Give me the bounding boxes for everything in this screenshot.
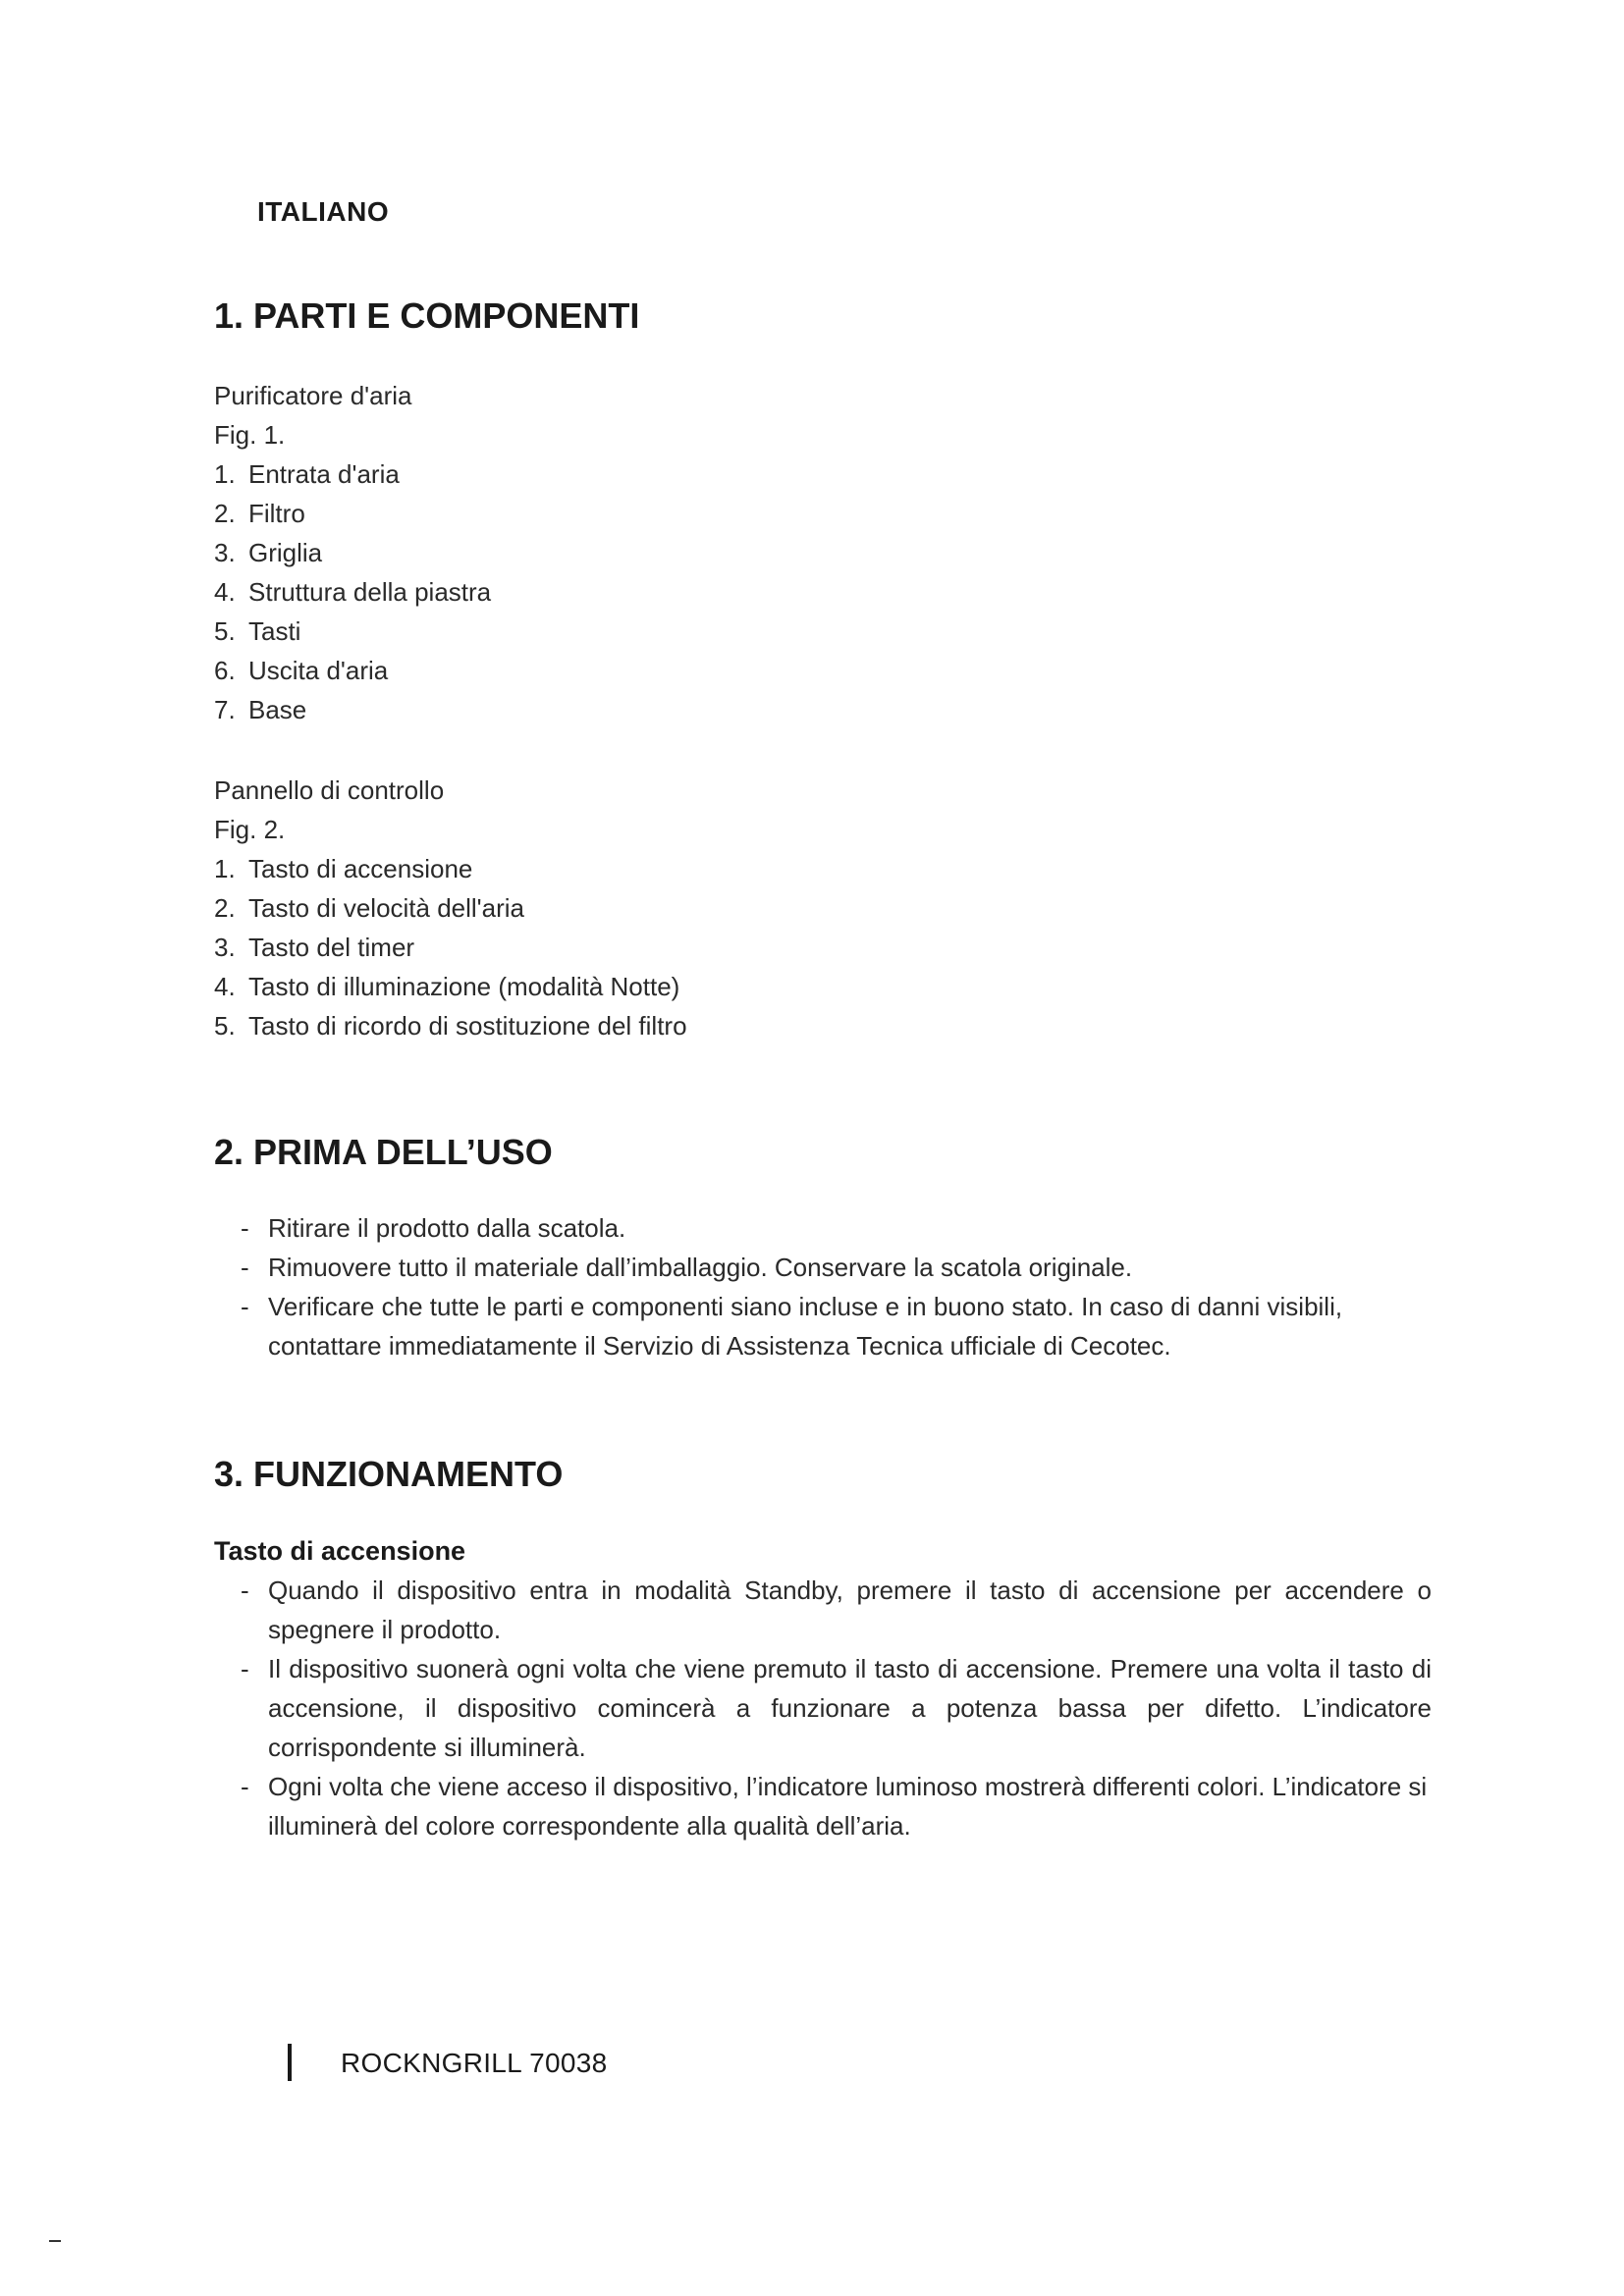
item-number: 3. [214, 538, 236, 567]
list-item [214, 928, 687, 967]
item-number: 5. [214, 1011, 236, 1041]
list-item [214, 494, 491, 533]
dash-bullet: - [241, 1213, 249, 1243]
item-text: Rimuovere tutto il materiale dall’imballaggio. Conservare la scatola originale. [268, 1253, 1133, 1282]
dash-bullet: - [241, 1654, 249, 1683]
item-text: Tasti [248, 616, 301, 646]
item-text: Tasto di velocità dell'aria [248, 893, 524, 923]
figure-ref: Fig. 2. [214, 815, 286, 844]
item-text: Ritirare il prodotto dalla scatola. [268, 1213, 626, 1243]
list-item [214, 1248, 1432, 1287]
list-item [214, 888, 687, 928]
power-button-subtitle: Tasto di accensione [214, 1536, 466, 1566]
operation-list [214, 1571, 1432, 1845]
list-item [214, 1649, 1432, 1767]
dash-bullet: - [241, 1575, 249, 1605]
item-number: 1. [214, 854, 236, 883]
item-text: Ogni volta che viene acceso il dispositivo, l’indicatore luminoso mostrerà differenti colori. L’indicatore si illuminerà del colore correspondente alla qualità dell’aria. [268, 1772, 1428, 1841]
dash-bullet: - [241, 1292, 249, 1321]
list-item [214, 572, 491, 612]
item-text: Uscita d'aria [248, 656, 389, 685]
section-3-title: 3. FUNZIONAMENTO [214, 1454, 564, 1494]
language-label: ITALIANO [257, 196, 390, 227]
item-number: 1. [214, 459, 236, 489]
item-text: Filtro [248, 499, 305, 528]
section-2-title: 2. PRIMA DELL’USO [214, 1132, 553, 1172]
page-corner-mark [49, 2240, 61, 2242]
parts-list-air-purifier [214, 376, 491, 729]
group-title: Pannello di controllo [214, 775, 445, 805]
item-text: Tasto di accensione [248, 854, 473, 883]
item-number: 7. [214, 695, 236, 724]
item-text: Base [248, 695, 307, 724]
item-text: Entrata d'aria [248, 459, 400, 489]
item-text: Tasto di illuminazione (modalità Notte) [248, 972, 680, 1001]
list-item [214, 690, 491, 729]
list-item [214, 651, 491, 690]
list-item [214, 533, 491, 572]
list-item [214, 1208, 1432, 1248]
figure-ref: Fig. 1. [214, 420, 286, 450]
before-use-list [214, 1208, 1432, 1365]
item-text: Verificare che tutte le parti e componenti siano incluse e in buono stato. In caso di danni visibili, contattare immediatamente il Servizio di Assistenza Tecnica ufficiale di Cecotec. [268, 1292, 1343, 1361]
section-1-title: 1. PARTI E COMPONENTI [214, 295, 640, 336]
list-item [214, 849, 687, 888]
parts-list-control-panel [214, 771, 687, 1045]
dash-bullet: - [241, 1772, 249, 1801]
list-item [214, 454, 491, 494]
item-number: 4. [214, 577, 236, 607]
item-number: 5. [214, 616, 236, 646]
list-item [214, 1767, 1432, 1845]
item-text: Struttura della piastra [248, 577, 492, 607]
item-number: 2. [214, 893, 236, 923]
list-item [214, 1571, 1432, 1649]
item-number: 4. [214, 972, 236, 1001]
item-number: 6. [214, 656, 236, 685]
item-text: Quando il dispositivo entra in modalità Standby, premere il tasto di accensione per accendere o spegnere il prodotto. [268, 1575, 1432, 1644]
item-text: Il dispositivo suonerà ogni volta che viene premuto il tasto di accensione. Premere una volta il tasto di accensione, il dispositivo comincerà a funzionare a potenza bassa per difetto. L’indicatore corrispondente si illuminerà. [268, 1654, 1432, 1762]
item-text: Tasto di ricordo di sostituzione del filtro [248, 1011, 687, 1041]
item-text: Griglia [248, 538, 323, 567]
item-number: 2. [214, 499, 236, 528]
item-number: 3. [214, 933, 236, 962]
list-item [214, 967, 687, 1006]
group-title: Purificatore d'aria [214, 381, 412, 410]
list-item [214, 1006, 687, 1045]
list-item [214, 612, 491, 651]
footer-divider [288, 2044, 292, 2081]
item-text: Tasto del timer [248, 933, 415, 962]
dash-bullet: - [241, 1253, 249, 1282]
list-item [214, 1287, 1432, 1365]
footer-model: ROCKNGRILL 70038 [341, 2048, 608, 2078]
